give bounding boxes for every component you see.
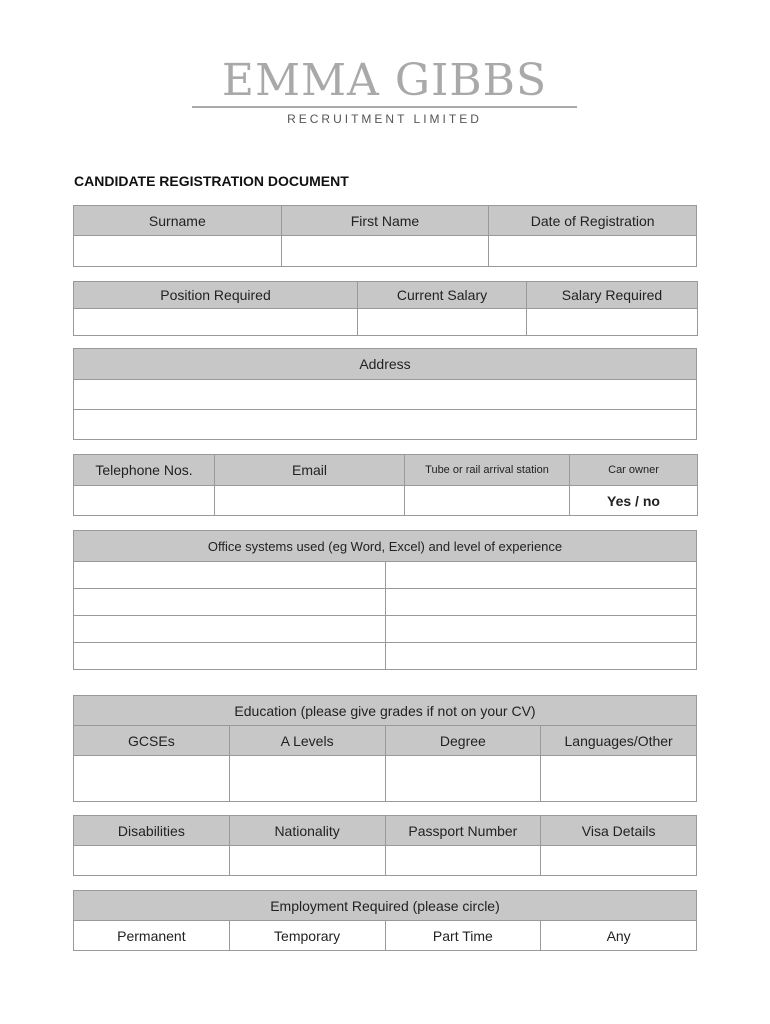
position-required-field[interactable] xyxy=(74,309,358,336)
position-table xyxy=(73,281,698,336)
surname-field[interactable] xyxy=(74,236,282,267)
telephone-field[interactable] xyxy=(74,486,215,516)
company-logo xyxy=(192,55,577,126)
visa-details-field[interactable] xyxy=(541,846,697,876)
salary-required-label: Salary Required xyxy=(527,282,698,309)
passport-number-label: Passport Number xyxy=(385,816,541,846)
nationality-field[interactable] xyxy=(229,846,385,876)
salary-required-field[interactable] xyxy=(527,309,698,336)
station-label: Tube or rail arrival station xyxy=(405,455,570,486)
experience-level-field[interactable] xyxy=(385,643,697,670)
logo-subtitle: RECRUITMENT LIMITED xyxy=(287,112,482,126)
address-label: Address xyxy=(74,349,697,380)
date-registration-label: Date of Registration xyxy=(489,206,697,236)
telephone-label: Telephone Nos. xyxy=(74,455,215,486)
station-field[interactable] xyxy=(405,486,570,516)
disabilities-label: Disabilities xyxy=(74,816,230,846)
office-system-field[interactable] xyxy=(74,616,386,643)
visa-details-label: Visa Details xyxy=(541,816,697,846)
current-salary-field[interactable] xyxy=(358,309,527,336)
personal-details-table xyxy=(73,815,697,876)
email-field[interactable] xyxy=(215,486,405,516)
office-system-field[interactable] xyxy=(74,589,386,616)
name-table xyxy=(73,205,697,267)
first-name-field[interactable] xyxy=(281,236,489,267)
education-label: Education (please give grades if not on your CV) xyxy=(74,696,697,726)
permanent-option[interactable]: Permanent xyxy=(74,921,230,951)
degree-label: Degree xyxy=(385,726,541,756)
disabilities-field[interactable] xyxy=(74,846,230,876)
office-systems-label: Office systems used (eg Word, Excel) and level of experience xyxy=(74,531,697,562)
address-table xyxy=(73,348,697,440)
gcses-field[interactable] xyxy=(74,756,230,802)
office-systems-table xyxy=(73,530,697,670)
languages-label: Languages/Other xyxy=(541,726,697,756)
position-required-label: Position Required xyxy=(74,282,358,309)
address-line-2-field[interactable] xyxy=(74,410,697,440)
contact-table xyxy=(73,454,698,516)
date-registration-field[interactable] xyxy=(489,236,697,267)
car-owner-options[interactable]: Yes / no xyxy=(570,486,698,516)
document-title: CANDIDATE REGISTRATION DOCUMENT xyxy=(74,173,349,189)
office-system-field[interactable] xyxy=(74,562,386,589)
a-levels-field[interactable] xyxy=(229,756,385,802)
part-time-option[interactable]: Part Time xyxy=(385,921,541,951)
employment-table xyxy=(73,890,697,951)
any-option[interactable]: Any xyxy=(541,921,697,951)
gcses-label: GCSEs xyxy=(74,726,230,756)
passport-number-field[interactable] xyxy=(385,846,541,876)
experience-level-field[interactable] xyxy=(385,589,697,616)
logo-divider xyxy=(192,106,577,108)
employment-required-label: Employment Required (please circle) xyxy=(74,891,697,921)
education-table xyxy=(73,695,697,802)
address-line-1-field[interactable] xyxy=(74,380,697,410)
logo-name: EMMA GIBBS xyxy=(221,55,548,106)
temporary-option[interactable]: Temporary xyxy=(229,921,385,951)
a-levels-label: A Levels xyxy=(229,726,385,756)
first-name-label: First Name xyxy=(281,206,489,236)
experience-level-field[interactable] xyxy=(385,562,697,589)
languages-field[interactable] xyxy=(541,756,697,802)
experience-level-field[interactable] xyxy=(385,616,697,643)
nationality-label: Nationality xyxy=(229,816,385,846)
current-salary-label: Current Salary xyxy=(358,282,527,309)
surname-label: Surname xyxy=(74,206,282,236)
car-owner-label: Car owner xyxy=(570,455,698,486)
office-system-field[interactable] xyxy=(74,643,386,670)
email-label: Email xyxy=(215,455,405,486)
degree-field[interactable] xyxy=(385,756,541,802)
